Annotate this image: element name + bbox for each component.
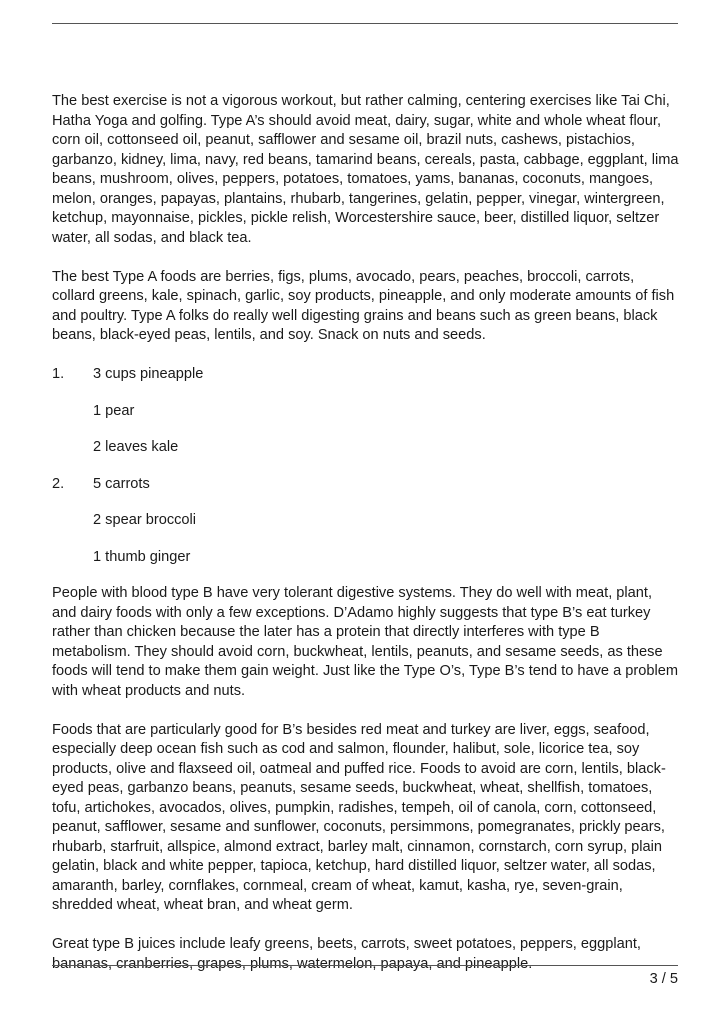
list-item <box>52 475 680 495</box>
list-item-text: 1 pear <box>93 402 135 419</box>
list-item-text: 2 spear broccoli <box>93 512 197 528</box>
list-item <box>52 365 680 385</box>
list-item-text: 5 carrots <box>93 475 150 492</box>
list-item-text: 1 thumb ginger <box>93 548 191 565</box>
list-item <box>52 438 680 458</box>
list-item <box>52 548 680 568</box>
list-item-text: 3 cups pineapple <box>93 366 204 382</box>
list-item-text: 2 leaves kale <box>93 439 179 455</box>
page-number: 3 / 5 <box>649 971 678 987</box>
list-item <box>52 511 680 531</box>
footer-rule <box>52 965 678 966</box>
page-content <box>52 92 680 994</box>
list-number: 2. <box>52 475 65 492</box>
paragraph-best-type-a-foods: The best Type A foods are berries, figs, plums, avocado, pears, peaches, broccoli, carrots, collard greens, kale, spinach, garlic, soy products, pineapple, and only moderate amounts of fish and poultry. Type A folks do really well digesting grains and beans such as green beans, black beans, black-eyed peas, lentils, and soy. Snack on nuts and seeds. <box>52 268 675 343</box>
list-item <box>52 402 680 422</box>
paragraph-type-b-juices: Great type B juices include leafy greens, beets, carrots, sweet potatoes, peppers, eggplant, bananas, cranberries, grapes, plums, watermelon, papaya, and pineapple. <box>52 936 641 972</box>
paragraph-type-b-foods: Foods that are particularly good for B’s besides red meat and turkey are liver, eggs, seafood, especially deep ocean fish such as cod and salmon, flounder, halibut, sole, licorice tea, soy products, olive and flaxseed oil, oatmeal and puffed rice. Foods to avoid are corn, lentils, black-eyed peas, garbanzo beans, peanuts, sesame seeds, buckwheat, wheat, shellfish, tomatoes, tofu, artichokes, avocados, olives, pumpkin, radishes, tempeh, oil of canola, corn, cottonseed, peanut, safflower, sesame and sunflower, coconuts, persimmons, pomegranates, prickly pears, rhubarb, starfruit, allspice, almond extract, barley malt, cinnamon, cornstarch, corn syrup, plain gelatin, black and white pepper, tapioca, ketchup, hard distilled liquor, seltzer water, all sodas, amaranth, barley, cornflakes, cornmeal, cream of wheat, kamut, kasha, rye, seven-grain, shredded wheat, wheat bran, and wheat germ. <box>52 721 666 913</box>
recipe-list <box>52 365 680 567</box>
header-rule <box>52 23 678 24</box>
paragraph-blood-type-b: People with blood type B have very tolerant digestive systems. They do well with meat, plant, and dairy foods with only a few exceptions. D’Adamo highly suggests that type B’s eat turkey rather than chicken because the later has a protein that directly interferes with type B metabolism. They should avoid corn, buckwheat, lentils, peanuts, and sesame seeds, as these foods will tend to make them gain weight. Just like the Type O’s, Type B’s tend to have a problem with wheat products and nuts. <box>52 585 678 699</box>
paragraph-exercise-type-a: The best exercise is not a vigorous workout, but rather calming, centering exercises like Tai Chi, Hatha Yoga and golfing. Type A’s should avoid meat, dairy, sugar, white and whole wheat flour, corn oil, cottonseed oil, peanut, safflower and sesame oil, brazil nuts, cashews, pistachios, garbanzo, kidney, lima, navy, red beans, tamarind beans, cereals, pasta, cabbage, eggplant, lima beans, mushroom, olives, peppers, potatoes, tomatoes, yams, bananas, coconuts, mangoes, melon, oranges, papayas, plantains, rhubarb, tangerines, gelatin, pepper, vinegar, wintergreen, ketchup, mayonnaise, pickles, pickle relish, Worcestershire sauce, beer, distilled liquor, seltzer water, all sodas, and black tea. <box>52 93 679 246</box>
list-number: 1. <box>52 366 65 382</box>
